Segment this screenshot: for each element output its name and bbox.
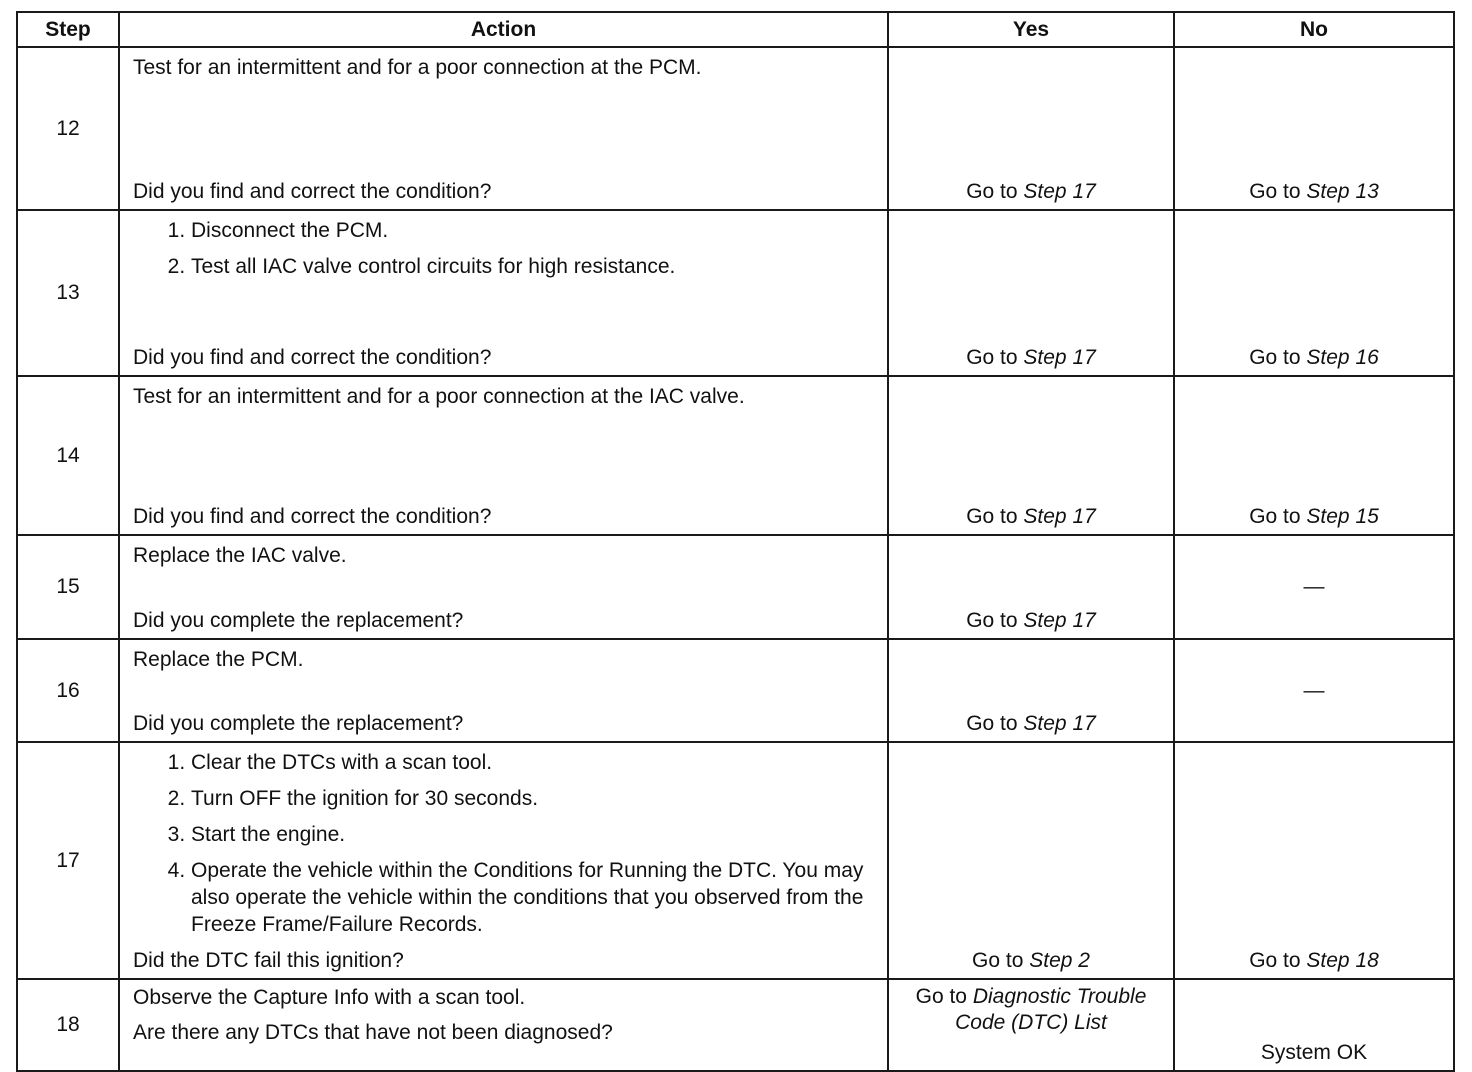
no-cell	[1174, 210, 1454, 376]
yes-cell	[888, 376, 1174, 535]
header-action: Action	[119, 12, 888, 47]
action-text: Test for an intermittent and for a poor connection at the PCM.	[133, 56, 702, 79]
action-question: Did you find and correct the condition?	[133, 346, 492, 369]
yes-cell	[888, 535, 1174, 639]
action-text: Replace the PCM.	[133, 648, 304, 671]
action-text: Test for an intermittent and for a poor connection at the IAC valve.	[133, 385, 745, 408]
table-row	[17, 535, 1454, 639]
table-row	[17, 639, 1454, 742]
table-row	[17, 376, 1454, 535]
diagnostic-table	[16, 11, 1455, 1072]
action-question: Did you complete the replacement?	[133, 712, 464, 735]
action-list	[133, 217, 875, 285]
step-number: 16	[17, 639, 119, 742]
action-question: Did the DTC fail this ignition?	[133, 949, 404, 972]
no-cell	[1174, 742, 1454, 979]
step-number: 17	[17, 742, 119, 979]
action-text: Observe the Capture Info with a scan tool.	[133, 986, 526, 1009]
header-no: No	[1174, 12, 1454, 47]
go-to-text: Go to	[966, 346, 1018, 369]
list-item: 4. Operate the vehicle within the Conditions for Running the DTC. You may also operate the vehicle within the conditions that you observed from the Freeze Frame/Failure Records.	[191, 857, 875, 938]
action-text: Replace the IAC valve.	[133, 544, 347, 567]
yes-cell	[888, 979, 1174, 1071]
header-row	[17, 12, 1454, 47]
step-number: 15	[17, 535, 119, 639]
list-item: 2. Test all IAC valve control circuits for high resistance.	[191, 253, 875, 281]
action-cell	[119, 742, 888, 979]
no-cell	[1174, 47, 1454, 210]
step-link[interactable]: Step 18	[1306, 949, 1379, 972]
table-row	[17, 47, 1454, 210]
step-link[interactable]: Step 2	[1029, 949, 1090, 972]
no-cell	[1174, 979, 1454, 1071]
table-row	[17, 742, 1454, 979]
action-question: Did you find and correct the condition?	[133, 180, 492, 203]
step-link[interactable]: Step 17	[1023, 712, 1096, 735]
action-question: Are there any DTCs that have not been diagnosed?	[133, 1021, 613, 1044]
go-to-text: Go to	[1249, 346, 1301, 369]
header-step: Step	[17, 12, 119, 47]
action-question: Did you find and correct the condition?	[133, 505, 492, 528]
step-link[interactable]: Step 15	[1306, 505, 1379, 528]
yes-cell	[888, 210, 1174, 376]
step-link[interactable]: Step 16	[1306, 346, 1379, 369]
yes-cell	[888, 47, 1174, 210]
go-to-text: Go to	[966, 505, 1018, 528]
go-to-text: Go to	[966, 180, 1018, 203]
list-item: 3. Start the engine.	[191, 821, 875, 849]
go-to-text: Go to	[915, 985, 967, 1008]
action-cell	[119, 376, 888, 535]
dtc-list-link[interactable]: Diagnostic Trouble Code (DTC) List	[955, 985, 1147, 1034]
no-cell	[1174, 535, 1454, 639]
not-applicable-dash: —	[1303, 575, 1325, 598]
step-number: 18	[17, 979, 119, 1071]
action-cell	[119, 639, 888, 742]
list-item: 1. Disconnect the PCM.	[191, 217, 875, 245]
action-cell	[119, 47, 888, 210]
go-to-text: Go to	[972, 949, 1024, 972]
system-ok-text: System OK	[1260, 1041, 1368, 1064]
step-link[interactable]: Step 13	[1306, 180, 1379, 203]
step-number: 14	[17, 376, 119, 535]
table-row	[17, 979, 1454, 1071]
action-cell	[119, 210, 888, 376]
step-link[interactable]: Step 17	[1023, 346, 1096, 369]
action-cell	[119, 535, 888, 639]
step-link[interactable]: Step 17	[1023, 609, 1096, 632]
step-link[interactable]: Step 17	[1023, 505, 1096, 528]
go-to-text: Go to	[1249, 505, 1301, 528]
yes-cell	[888, 742, 1174, 979]
action-question: Did you complete the replacement?	[133, 609, 464, 632]
not-applicable-dash: —	[1303, 678, 1325, 702]
yes-cell	[888, 639, 1174, 742]
go-to-text: Go to	[1249, 949, 1301, 972]
no-cell	[1174, 639, 1454, 742]
go-to-text: Go to	[1249, 180, 1301, 203]
go-to-text: Go to	[966, 609, 1018, 632]
step-link[interactable]: Step 17	[1023, 180, 1096, 203]
list-item: 1. Clear the DTCs with a scan tool.	[191, 749, 875, 777]
list-item: 2. Turn OFF the ignition for 30 seconds.	[191, 785, 875, 813]
table-row	[17, 210, 1454, 376]
go-to-text: Go to	[966, 712, 1018, 735]
header-yes: Yes	[888, 12, 1174, 47]
step-number: 12	[17, 47, 119, 210]
action-list	[133, 749, 875, 942]
action-cell	[119, 979, 888, 1071]
step-number: 13	[17, 210, 119, 376]
no-cell	[1174, 376, 1454, 535]
